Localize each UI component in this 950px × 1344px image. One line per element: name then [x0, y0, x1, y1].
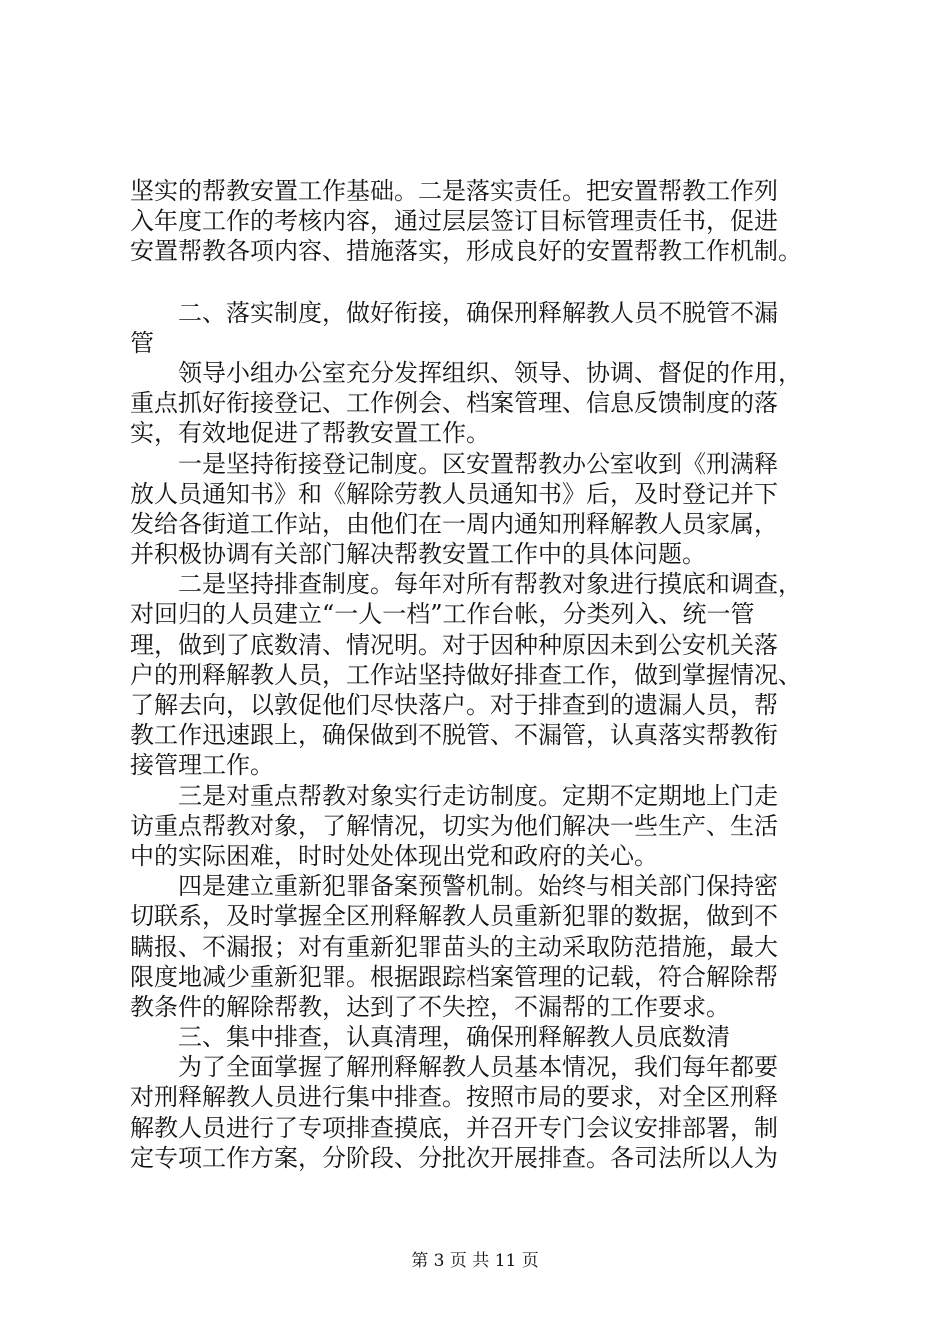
body-line: 坚实的帮教安置工作基础。二是落实责任。把安置帮教工作列: [130, 177, 778, 205]
body-line: 并积极协调有关部门解决帮教安置工作中的具体问题。: [130, 540, 706, 569]
body-line: 瞒报、不漏报；对有重新犯罪苗头的主动采取防范措施，最大: [130, 932, 778, 961]
body-line: 对刑释解教人员进行集中排查。按照市局的要求，对全区刑释: [130, 1083, 778, 1112]
body-line: 四是建立重新犯罪备案预警机制。始终与相关部门保持密: [130, 872, 778, 901]
body-line: 一是坚持衔接登记制度。区安置帮教办公室收到《刑满释: [130, 449, 778, 478]
body-line: 领导小组办公室充分发挥组织、领导、协调、督促的作用，: [130, 358, 802, 387]
body-line: 为了全面掌握了解刑释解教人员基本情况，我们每年都要: [130, 1053, 778, 1082]
body-line: 切联系，及时掌握全区刑释解教人员重新犯罪的数据，做到不: [130, 902, 778, 931]
page-number-footer: 第 3 页 共 11 页: [411, 1251, 539, 1271]
body-line: 对回归的人员建立“一人一档”工作台帐，分类列入、统一管: [130, 600, 755, 629]
body-line: 访重点帮教对象，了解情况，切实为他们解决一些生产、生活: [130, 811, 778, 840]
body-line: 中的实际困难，时时处处体现出党和政府的关心。: [130, 841, 658, 870]
body-line: 三是对重点帮教对象实行走访制度。定期不定期地上门走: [130, 781, 778, 810]
document-body: [130, 176, 830, 1173]
section-heading-line: 三、集中排查，认真清理，确保刑释解教人员底数清: [130, 1023, 730, 1052]
body-line: 接管理工作。: [130, 751, 274, 780]
body-line: 教工作迅速跟上，确保做到不脱管、不漏管，认真落实帮教衔: [130, 721, 778, 750]
body-line: 安置帮教各项内容、措施落实，形成良好的安置帮教工作机制。: [130, 237, 802, 266]
body-line: 发给各街道工作站，由他们在一周内通知刑释解教人员家属，: [130, 509, 778, 538]
body-line: 实，有效地促进了帮教安置工作。: [130, 419, 490, 448]
body-line: 解教人员进行了专项排查摸底，并召开专门会议安排部署，制: [130, 1113, 778, 1142]
body-line: 放人员通知书》和《解除劳教人员通知书》后，及时登记并下: [130, 479, 778, 508]
section-heading-line: 管: [130, 328, 154, 357]
body-line: 二是坚持排查制度。每年对所有帮教对象进行摸底和调查，: [130, 570, 802, 599]
body-line: 重点抓好衔接登记、工作例会、档案管理、信息反馈制度的落: [130, 389, 778, 418]
body-line: 教条件的解除帮教，达到了不失控，不漏帮的工作要求。: [130, 992, 730, 1021]
paragraph-gap: [130, 267, 830, 298]
section-heading-line: 二、落实制度，做好衔接，确保刑释解教人员不脱管不漏: [130, 298, 778, 327]
body-line: 限度地减少重新犯罪。根据跟踪档案管理的记载，符合解除帮: [130, 962, 778, 991]
body-line: 理，做到了底数清、情况明。对于因种种原因未到公安机关落: [130, 630, 778, 659]
body-line: 定专项工作方案，分阶段、分批次开展排查。各司法所以人为: [130, 1143, 778, 1172]
body-line: 户的刑释解教人员，工作站坚持做好排查工作，做到掌握情况、: [130, 660, 802, 689]
body-line: 入年度工作的考核内容，通过层层签订目标管理责任书，促进: [130, 207, 778, 236]
body-line: 了解去向，以敦促他们尽快落户。对于排查到的遗漏人员，帮: [130, 691, 778, 719]
